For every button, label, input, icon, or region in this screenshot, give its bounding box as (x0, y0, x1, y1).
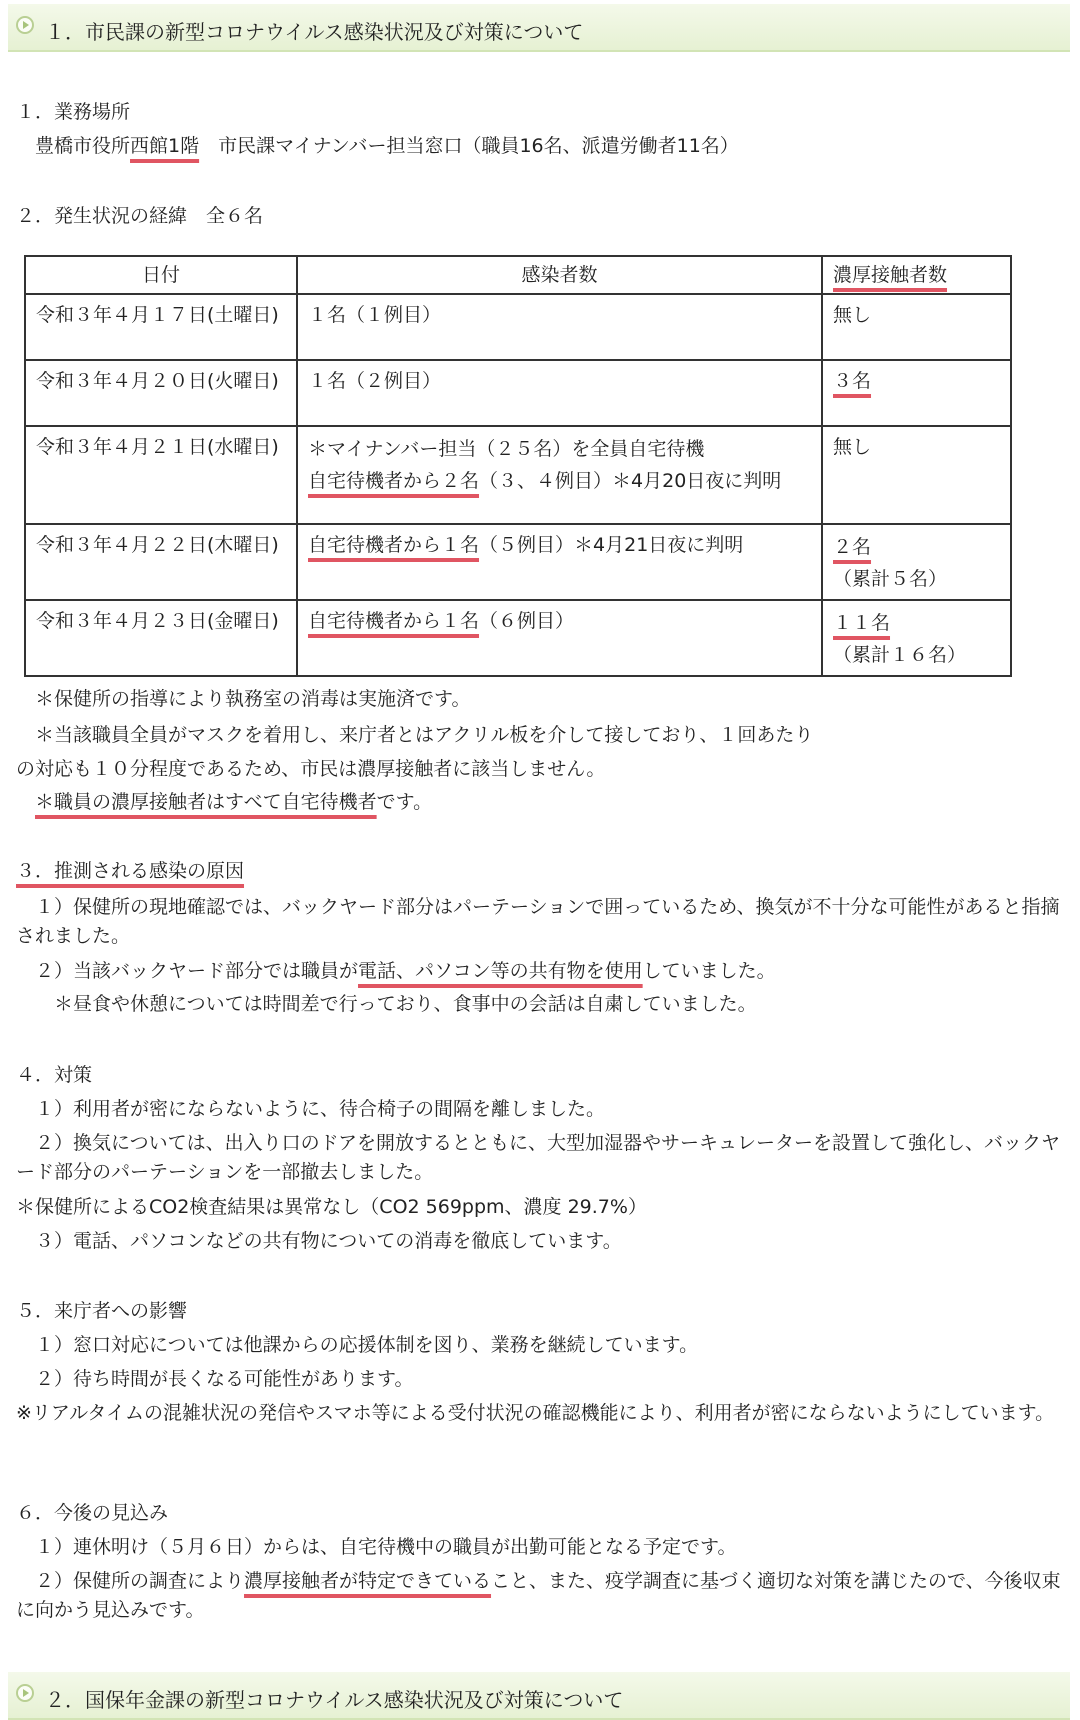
contacts-note: （累計５名） (833, 568, 948, 590)
outlook-2-highlight: 濃厚接触者が特定できている (244, 1570, 492, 1592)
cell-contacts: 無し (822, 294, 1011, 360)
heading-workplace: １．業務場所 (16, 101, 131, 123)
note-self-isolation-post: です。 (376, 791, 433, 813)
contacts-highlight: ２名 (833, 536, 872, 558)
expand-arrow-icon[interactable] (16, 1684, 34, 1702)
infected-post: （５例目）＊4月21日夜に判明 (479, 534, 744, 556)
outlook-2 (16, 1567, 1070, 1625)
infected-post: （６例目） (479, 610, 575, 632)
col-header-contacts-text: 濃厚接触者数 (833, 264, 948, 286)
measure-note: ＊保健所によるCO2検査結果は異常なし（CO2 569ppm、濃度 29.7%） (16, 1196, 647, 1218)
heading-outlook: ６．今後の見込み (16, 1502, 169, 1524)
cell-contacts (822, 524, 1011, 600)
heading-cause-text: ３．推測される感染の原因 (16, 860, 245, 882)
contacts-highlight: １１名 (833, 612, 891, 634)
note-self-isolation (35, 789, 432, 816)
heading-history: ２．発生状況の経緯 全６名 (16, 205, 264, 227)
measure-1: １）利用者が密にならないように、待合椅子の間隔を離しました。 (35, 1098, 606, 1120)
cause-2-post: していました。 (642, 960, 776, 982)
heading-cause (16, 858, 244, 885)
measure-2: ２）換気については、出入り口のドアを開放するとともに、大型加湿器やサーキュレーターを設置して強化し、バックヤード部分のパーテーションを一部撤去しました。 (16, 1132, 1061, 1183)
cell-contacts: 無し (822, 426, 1011, 524)
infected-highlight: 自宅待機者から２名 (308, 470, 480, 492)
cell-infected: １名（２例目） (297, 360, 822, 426)
cell-contacts (822, 600, 1011, 676)
cell-date: 令和３年４月２１日(水曜日) (25, 426, 297, 524)
cause-2-pre: ２）当該バックヤード部分では職員が (35, 960, 359, 982)
cause-2 (35, 958, 776, 985)
table-header-row (25, 256, 1011, 294)
table-row (25, 360, 1011, 426)
heading-impact: ５．来庁者への影響 (16, 1300, 188, 1322)
cell-date: 令和３年４月２３日(金曜日) (25, 600, 297, 676)
contacts-note: （累計１６名） (833, 644, 967, 666)
workplace-highlight: 西館1階 (130, 135, 200, 157)
infection-table (24, 255, 1012, 677)
infected-highlight: 自宅待機者から１名 (308, 610, 480, 632)
table-row (25, 600, 1011, 676)
table-row (25, 426, 1011, 524)
table-row (25, 294, 1011, 360)
note-disinfection: ＊保健所の指導により執務室の消毒は実施済です。 (35, 688, 471, 710)
note-self-isolation-highlight: ＊職員の濃厚接触者はすべて自宅待機者 (35, 791, 377, 813)
note-masks: ＊当該職員全員がマスクを着用し、来庁者とはアクリル板を介して接しており、１回あたりの対応も１０分程度であるため、市民は濃厚接触者に該当しません。 (16, 724, 814, 780)
table-row (25, 524, 1011, 600)
cause-2-highlight: 電話、パソコン等の共有物を使用 (358, 960, 643, 982)
cause-note: ＊昼食や休憩については時間差で行っており、食事中の会話は自粛していました。 (54, 993, 757, 1015)
impact-note: ※リアルタイムの混雑状況の発信やスマホ等による受付状況の確認機能により、利用者が密にならないようにしています。 (16, 1402, 1055, 1424)
expand-arrow-icon[interactable] (16, 16, 34, 34)
cell-date: 令和３年４月２０日(火曜日) (25, 360, 297, 426)
cell-date: 令和３年４月１７日(土曜日) (25, 294, 297, 360)
outlook-2-post: こと、また、疫学調査に基づく適切な対策を講じたので、今後収束に向かう見込みです。 (16, 1570, 1061, 1621)
section-title-1: １．市民課の新型コロナウイルス感染状況及び対策について (45, 20, 584, 44)
section-header-1[interactable] (8, 4, 1070, 52)
col-header-contacts (822, 256, 1011, 294)
heading-measures: ４．対策 (16, 1064, 93, 1086)
workplace-post: 市民課マイナンバー担当窓口（職員16名、派遣労働者11名） (199, 135, 739, 157)
col-header-date: 日付 (25, 256, 297, 294)
cell-infected: １名（１例目） (297, 294, 822, 360)
infected-highlight: 自宅待機者から１名 (308, 534, 480, 556)
measure-3: ３）電話、パソコンなどの共有物についての消毒を徹底しています。 (35, 1230, 622, 1252)
workplace-text (35, 133, 739, 160)
cell-contacts (822, 360, 1011, 426)
infected-post: （３、４例目）＊4月20日夜に判明 (479, 470, 782, 492)
cause-1: １）保健所の現地確認では、バックヤード部分はパーテーションで囲っているため、換気が不十分な可能性があると指摘されました。 (16, 896, 1060, 947)
infected-line1: ＊マイナンバー担当（２５名）を全員自宅待機 (308, 438, 705, 460)
contacts-highlight: ３名 (833, 370, 872, 392)
cell-infected (297, 426, 822, 524)
cell-date: 令和３年４月２２日(木曜日) (25, 524, 297, 600)
cell-infected (297, 524, 822, 600)
section-title-2: ２．国保年金課の新型コロナウイルス感染状況及び対策について (45, 1688, 624, 1712)
workplace-pre: 豊橋市役所 (35, 135, 131, 157)
impact-1: １）窓口対応については他課からの応援体制を図り、業務を継続しています。 (35, 1334, 699, 1356)
outlook-2-pre: ２）保健所の調査により (35, 1570, 245, 1592)
section-header-2[interactable] (8, 1672, 1070, 1720)
cell-infected (297, 600, 822, 676)
col-header-infected: 感染者数 (297, 256, 822, 294)
outlook-1: １）連休明け（５月６日）からは、自宅待機中の職員が出勤可能となる予定です。 (35, 1536, 737, 1558)
impact-2: ２）待ち時間が長くなる可能性があります。 (35, 1368, 414, 1390)
